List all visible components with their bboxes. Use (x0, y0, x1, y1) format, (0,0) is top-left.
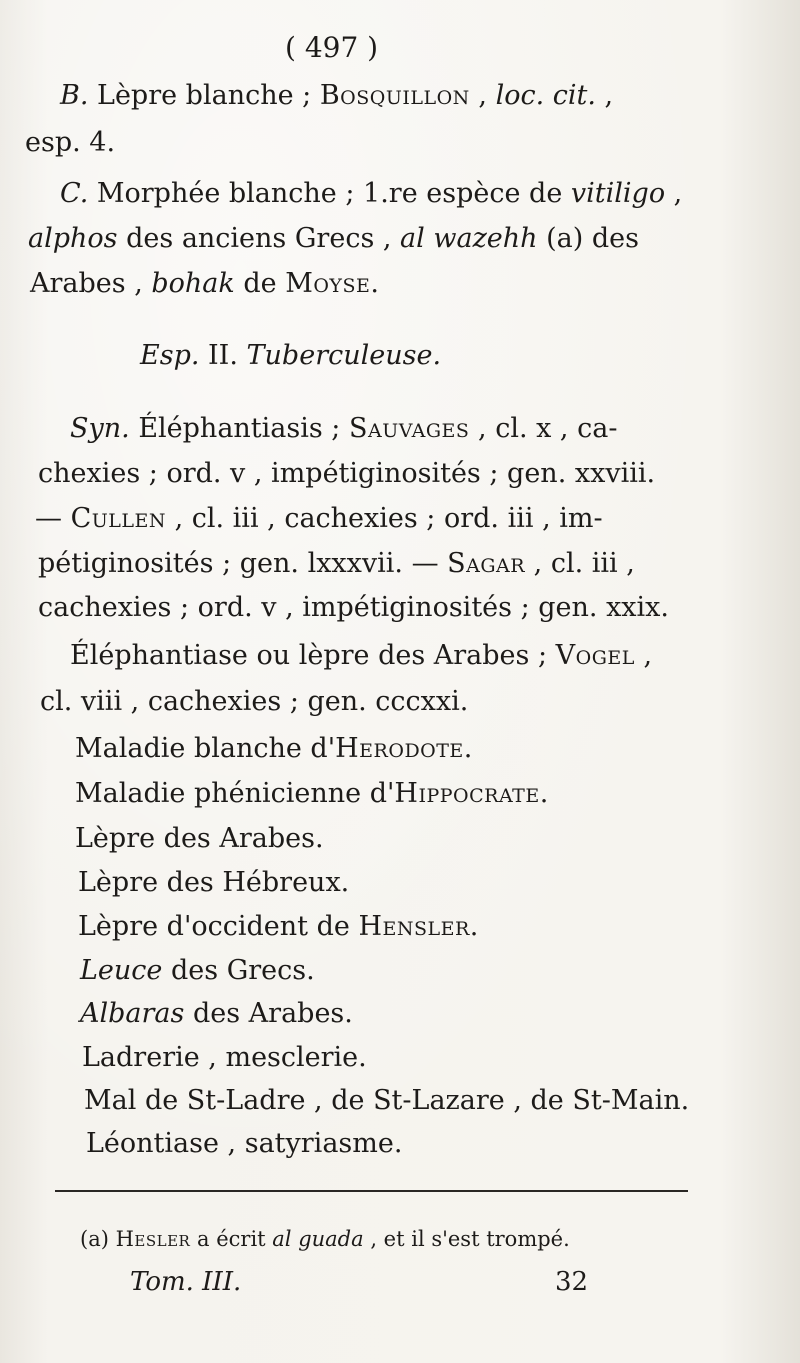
text-segment: — (35, 503, 71, 534)
text-segment: des anciens Grecs , (117, 223, 401, 254)
text-segment: , (634, 640, 653, 671)
text-line (28, 223, 639, 255)
signature-number: 32 (555, 1267, 589, 1297)
text-segment: Tuberculeuse. (246, 340, 442, 371)
text-segment: pétiginosités ; gen. lxxxvii. — (38, 548, 448, 579)
text-segment: Vogel (555, 640, 635, 671)
text-line (78, 867, 349, 899)
text-segment: bohak (151, 268, 235, 299)
text-line (38, 458, 655, 490)
text-segment: des Arabes. (184, 998, 353, 1029)
text-segment: de (234, 268, 286, 299)
text-segment: Morphée blanche ; 1.re espèce de (88, 178, 571, 209)
text-segment: Ladrerie , mesclerie. (82, 1042, 367, 1073)
text-line (70, 640, 652, 672)
text-segment: vitiligo (570, 178, 666, 209)
text-segment: (a) des (537, 223, 640, 254)
text-segment: Éléphantiase ou lèpre des Arabes ; (70, 640, 556, 671)
text-segment: Lèpre d'occident de (78, 911, 359, 942)
text-segment: , (595, 80, 614, 111)
text-segment: Hesler (115, 1227, 191, 1251)
section-heading (140, 340, 441, 372)
text-segment: (a) (80, 1227, 116, 1251)
text-line (38, 592, 669, 624)
text-segment: chexies ; ord. v , impétiginosités ; gen. xxviii. (38, 458, 656, 489)
text-line (80, 998, 353, 1030)
text-segment: , cl. iii , (525, 548, 635, 579)
text-line (60, 80, 613, 112)
text-segment: Cullen (70, 503, 166, 534)
text-segment: des Grecs. (162, 955, 315, 986)
text-segment: C. (60, 178, 89, 209)
show-through (420, 110, 750, 140)
text-segment: cachexies ; ord. v , impétiginosités ; gen. xxix. (38, 592, 669, 623)
text-segment: Léontiase , satyriasme. (86, 1128, 403, 1159)
text-segment: Esp. (140, 340, 200, 371)
text-segment: Lèpre des Arabes. (75, 823, 324, 854)
text-segment: . (463, 733, 473, 764)
text-segment: alphos (28, 223, 118, 254)
text-line (25, 127, 115, 159)
text-segment: Moyse (285, 268, 371, 299)
page-number: ( 497 ) (285, 31, 379, 64)
footnote-rule (55, 1190, 688, 1192)
text-segment: , (469, 80, 496, 111)
text-line (82, 1042, 367, 1074)
footnote (80, 1225, 570, 1253)
text-line (75, 778, 548, 810)
text-segment: al guada (272, 1227, 364, 1251)
text-segment: Sauvages (349, 413, 470, 444)
text-segment: II. (199, 340, 247, 371)
text-segment: Lèpre blanche ; (88, 80, 320, 111)
text-line (75, 733, 472, 765)
text-segment: , et il s'est trompé. (363, 1227, 570, 1251)
text-segment: Maladie phénicienne d' (75, 778, 395, 809)
text-segment: cl. viii , cachexies ; gen. cccxxi. (40, 686, 469, 717)
volume-signature (130, 1266, 241, 1298)
text-segment: Maladie blanche d' (75, 733, 336, 764)
text-line (75, 823, 324, 855)
text-segment: Herodote (335, 733, 464, 764)
text-segment: Syn. (70, 413, 130, 444)
text-line (40, 686, 468, 718)
text-segment: . (539, 778, 549, 809)
text-line (30, 268, 379, 300)
text-segment: Bosquillon (319, 80, 470, 111)
text-line (80, 955, 315, 987)
text-line (70, 413, 617, 445)
text-segment: Arabes , (30, 268, 152, 299)
text-segment: , cl. x , ca- (469, 413, 618, 444)
text-segment: , cl. iii , cachexies ; ord. iii , im- (166, 503, 603, 534)
text-segment: Hippocrate (394, 778, 540, 809)
text-segment: . (370, 268, 379, 299)
text-line (84, 1085, 689, 1117)
text-segment: al wazehh (400, 223, 538, 254)
text-segment: Albaras (80, 998, 185, 1029)
text-segment: . (469, 911, 479, 942)
text-segment: a écrit (190, 1227, 273, 1251)
text-segment: Tom. III. (130, 1267, 242, 1297)
text-line (35, 503, 603, 535)
text-segment: B. (60, 80, 89, 111)
text-segment: Hensler (358, 911, 470, 942)
text-segment: , (665, 178, 683, 209)
text-segment: Mal de St-Ladre , de St-Lazare , de St-Main. (84, 1085, 690, 1116)
text-line (86, 1128, 402, 1160)
text-segment: Lèpre des Hébreux. (78, 867, 350, 898)
text-segment: Éléphantiasis ; (129, 413, 349, 444)
text-segment: Leuce (80, 955, 163, 986)
text-line (38, 548, 635, 580)
text-segment: esp. 4. (25, 127, 116, 158)
text-line (60, 178, 682, 210)
text-segment: Sagar (447, 548, 526, 579)
text-segment: loc. cit. (495, 80, 596, 111)
text-line (78, 911, 478, 943)
